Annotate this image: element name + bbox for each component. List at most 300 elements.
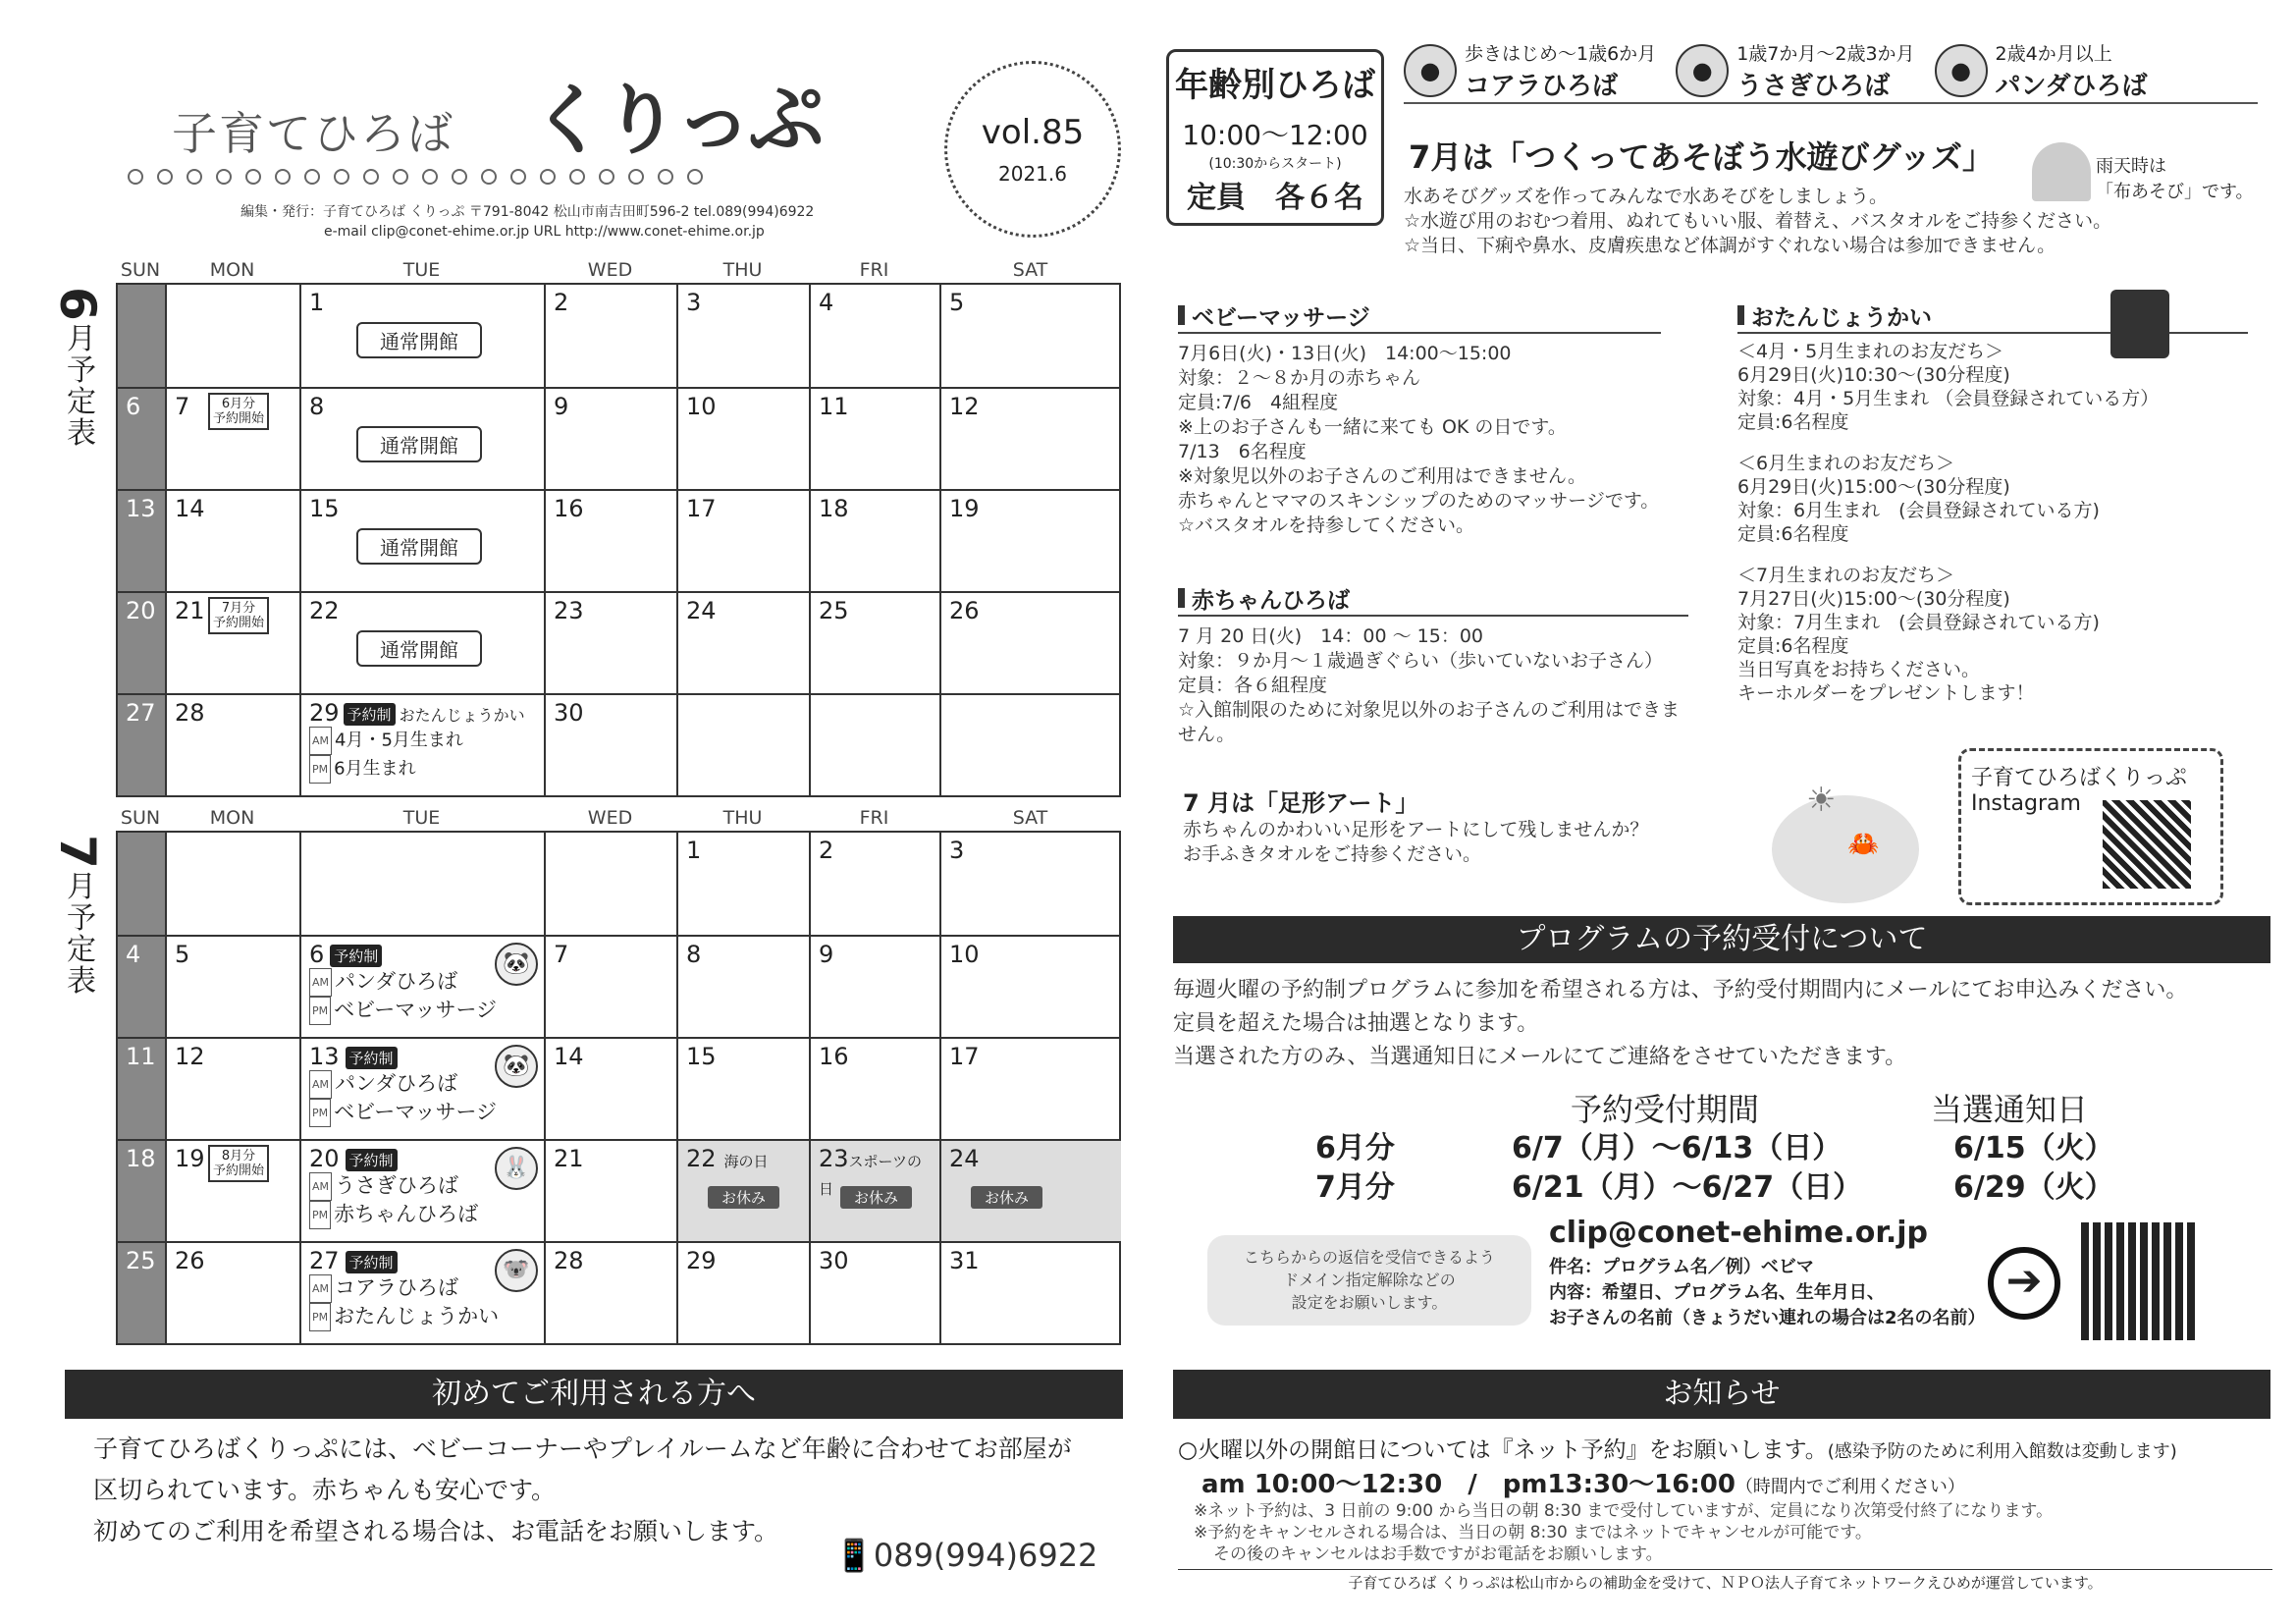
day-number: 3: [686, 289, 702, 316]
footart-line: 赤ちゃんのかわいい足形をアートにして残しませんか？: [1183, 819, 1649, 840]
july-day-cell: [116, 1139, 165, 1241]
vol: vol.85: [981, 113, 1085, 152]
june-day-cell: [299, 387, 544, 489]
logo: くりっぷ: [530, 77, 822, 165]
day-header-mon: MON: [209, 259, 255, 281]
birthday-line: 定員:6名程度: [1737, 411, 1849, 433]
day-number: 17: [949, 1043, 980, 1070]
reservation-start-badge: 7月分 予約開始: [208, 597, 269, 634]
pm-item: PM ベビーマッサージ: [309, 1099, 536, 1127]
day-header-fri: FRI: [859, 807, 889, 829]
day-number: 18: [126, 1145, 156, 1172]
july-day-cell: [676, 935, 809, 1037]
pm-item: PM おたんじょうかい: [309, 1303, 536, 1331]
cake-icon: [2110, 290, 2169, 358]
day-number: 28: [554, 1247, 584, 1274]
day-number: 21: [554, 1145, 584, 1172]
dots-divider: [128, 169, 703, 185]
reply-bubble: こちらからの返信を受信できるよう ドメイン指定解除などの 設定をお願いします。: [1207, 1235, 1531, 1326]
day-number: 3: [949, 837, 965, 864]
massage-line: 7/13 6名程度: [1178, 441, 1307, 462]
reserve-bar: プログラムの予約受付について: [1173, 916, 2270, 963]
am-item: AM うさぎひろば: [309, 1172, 536, 1201]
am-item: AM パンダひろば: [309, 968, 536, 997]
day-header-mon: MON: [209, 807, 255, 829]
day-number: 14: [175, 495, 205, 522]
holiday-name: スポーツの日: [819, 1153, 922, 1198]
day-header-sun: SUN: [120, 259, 161, 281]
first-line: 区切られています。赤ちゃんも安心です。: [93, 1476, 557, 1504]
age-desc-line: 水あそびグッズを作ってみんなで水あそびをしましょう。: [1404, 186, 1889, 207]
june-day-cell: [939, 489, 1121, 591]
day-number: 13: [126, 495, 156, 522]
june-day-cell: [165, 591, 299, 693]
notice-line-5: その後のキャンセルはお手数ですがお電話をお願いします。: [1213, 1544, 1663, 1564]
age-desc-line: ☆水遊び用のおむつ着用、ぬれてもいい服、着替え、バスタオルをご持参ください。: [1404, 210, 2112, 232]
july-day-cell: [809, 1139, 939, 1241]
day-number: 29: [686, 1247, 717, 1274]
birthday-section: [1737, 299, 2248, 705]
first-bar: 初めてご利用される方へ: [65, 1370, 1123, 1419]
birthday-line: 定員:6名程度: [1737, 523, 1849, 545]
コアラひろば-icon: ●: [1404, 44, 1457, 97]
day-number: 8: [309, 393, 325, 420]
day-number: 4: [819, 289, 834, 316]
day-number: 19: [949, 495, 980, 522]
day-header-thu: THU: [722, 807, 763, 829]
reservation-tag: 予約制: [346, 1251, 398, 1273]
massage-line: ※対象児以外のお子さんのご利用はできません。: [1178, 465, 1587, 487]
july-day-cell: [299, 833, 544, 935]
age-range: 歩きはじめ〜1歳6か月: [1465, 43, 1657, 65]
age-title: 年齢別ひろば: [1175, 66, 1375, 105]
day-number: 24: [686, 597, 717, 624]
july-day-cell: [676, 1037, 809, 1139]
july-day-cell: [676, 1241, 809, 1343]
july-day-cell: [939, 1139, 1121, 1241]
massage-title: ベビーマッサージ: [1178, 299, 1661, 334]
contact: e-mail clip@conet-ehime.or.jp URL http://www.conet-ehime.or.jp: [324, 224, 765, 240]
usagi-icon: 🐰: [495, 1147, 538, 1190]
day-number: 26: [175, 1247, 205, 1274]
reserve-line: 定員を超えた場合は抽選となります。: [1173, 1011, 1539, 1036]
age-group: [1404, 39, 1656, 102]
july-day-cell: [165, 833, 299, 935]
crab-icon: 🦀: [1847, 830, 1880, 859]
june-day-cell: [116, 285, 165, 387]
day-number: 7: [175, 393, 190, 420]
reserve-month: 6月分: [1315, 1131, 1395, 1165]
birthday-line: ＜4月・5月生まれのお友だち＞: [1737, 341, 2004, 362]
june-day-cell: [299, 591, 544, 693]
july-day-cell: [809, 1037, 939, 1139]
reserve-notice-header: 当選通知日: [1931, 1091, 2089, 1128]
うさぎひろば-icon: ●: [1676, 44, 1729, 97]
reserve-row: [1315, 1129, 2238, 1168]
age-group-text: [1465, 39, 1656, 102]
day-number: 2: [819, 837, 834, 864]
july-day-cell: [809, 935, 939, 1037]
birthday-line: 対象：4月・5月生まれ （会員登録されている方）: [1737, 388, 2160, 409]
day-number: 11: [819, 393, 849, 420]
notice-line-4: ※予約をキャンセルされる場合は、当日の朝 8:30 まではネットでキャンセルが可能です。: [1194, 1523, 1872, 1543]
notice-line-1: ○火曜以外の開館日については『ネット予約』をお願いします。: [1178, 1437, 1828, 1463]
july-day-cell: [676, 833, 809, 935]
july-day-cell: [544, 1037, 676, 1139]
day-number: 17: [686, 495, 717, 522]
day-header-sun: SUN: [120, 807, 161, 829]
july-day-cell: [299, 1037, 544, 1139]
june-day-cell: [299, 489, 544, 591]
akachan-line: ☆入館制限のために対象児以外のお子さんのご利用はできません。: [1178, 699, 1681, 745]
day-number: 20: [126, 597, 156, 624]
rain-note: 雨天時は 「布あそび」です。: [2096, 156, 2254, 202]
day-number: 9: [819, 941, 834, 968]
june-day-cell: [544, 693, 676, 795]
birthday-line: 対象：6月生まれ (会員登録されている方): [1737, 500, 2100, 521]
day-number: 11: [126, 1043, 156, 1070]
june-day-cell: [299, 285, 544, 387]
day-number: 29: [309, 699, 340, 727]
day-number: 2: [554, 289, 569, 316]
パンダひろば-icon: ●: [1935, 44, 1988, 97]
day-header-thu: THU: [722, 259, 763, 281]
july-day-cell: [676, 1139, 809, 1241]
day-header-sat: SAT: [1012, 259, 1048, 281]
akachan-line: 7 月 20 日(火) 14：00 〜 15：00: [1178, 625, 1483, 647]
june-day-cell: [165, 693, 299, 795]
day-number: 6: [309, 941, 325, 968]
closed-badge: お休み: [971, 1186, 1042, 1209]
reserve-lines: [1173, 974, 2270, 1074]
july-day-cell: [116, 1241, 165, 1343]
day-number: 16: [554, 495, 584, 522]
day-header-wed: WED: [587, 259, 633, 281]
age-range: 2歳4か月以上: [1995, 43, 2112, 65]
reserve-notice-date: 6/29（火）: [1953, 1170, 2114, 1205]
reserve-email[interactable]: clip@conet-ehime.or.jp: [1549, 1216, 1928, 1250]
birthday-line: 7月27日(火)15:00〜(30分程度): [1737, 588, 2010, 610]
june-day-cell: [809, 489, 939, 591]
first-line: 初めてのご利用を希望される場合は、お電話をお願いします。: [93, 1517, 779, 1545]
massage-line: 定員:7/6 4組程度: [1178, 392, 1339, 413]
day-number: 5: [175, 941, 190, 968]
july-day-cell: [939, 1241, 1121, 1343]
day-number: 12: [949, 393, 980, 420]
june-day-cell: [809, 693, 939, 795]
day-number: 30: [819, 1247, 849, 1274]
day-header-tue: TUE: [402, 259, 441, 281]
july-day-cell: [165, 1139, 299, 1241]
june-day-cell: [116, 387, 165, 489]
day-number: 10: [949, 941, 980, 968]
age-time: 10:00〜12:00: [1182, 119, 1368, 151]
july-day-cell: [299, 1241, 544, 1343]
june-day-cell: [809, 591, 939, 693]
notice-hours-note: （時間内でご利用ください）: [1735, 1477, 1965, 1497]
day-number: 25: [819, 597, 849, 624]
day-number: 22: [686, 1145, 717, 1172]
massage-line: 7月6日(火)・13日(火) 14:00〜15:00: [1178, 343, 1512, 364]
age-range: 1歳7か月〜2歳3か月: [1736, 43, 1915, 65]
am-item: AM パンダひろば: [309, 1070, 536, 1099]
day-number: 12: [175, 1043, 205, 1070]
day-number: 16: [819, 1043, 849, 1070]
reservation-tag: 予約制: [344, 703, 396, 726]
birthday-label: おたんじょうかい: [399, 706, 525, 725]
email-instructions: [1549, 1255, 1986, 1331]
june-day-cell: [676, 693, 809, 795]
june-day-cell: [544, 285, 676, 387]
birthday-line: ＜6月生まれのお友だち＞: [1737, 453, 1955, 474]
july-day-cell: [544, 1241, 676, 1343]
reservation-tag: 予約制: [346, 1149, 398, 1171]
day-header-tue: TUE: [402, 807, 441, 829]
day-number: 6: [126, 393, 141, 420]
reserve-period: 6/21（月）〜6/27（日）: [1512, 1170, 1863, 1205]
age-group-name: うさぎひろば: [1736, 72, 1891, 101]
day-number: 15: [686, 1043, 717, 1070]
notice-bar: お知らせ: [1173, 1370, 2270, 1419]
akachan-line: 対象：９か月〜１歳過ぎぐらい（歩いていないお子さん）: [1178, 650, 1664, 672]
email-content-2: お子さんの名前（きょうだい連れの場合は2名の名前）: [1549, 1308, 1986, 1328]
pm-item: PM 6月生まれ: [309, 755, 536, 784]
birthday-line: 対象：7月生まれ (会員登録されている方): [1737, 612, 2100, 633]
birthday-line: キーホルダーをプレゼントします！: [1737, 682, 2035, 704]
june-day-cell: [939, 591, 1121, 693]
pm-item: PM ベビーマッサージ: [309, 997, 536, 1025]
closed-badge: お休み: [708, 1186, 779, 1209]
sun-icon: ☀: [1806, 781, 1837, 820]
instagram-box[interactable]: [1958, 748, 2223, 905]
june-day-cell: [116, 489, 165, 591]
notice-body: [1178, 1432, 2272, 1593]
age-group-name: コアラひろば: [1465, 72, 1619, 101]
notice-line-1b: (感染予防のために利用入館数は変動します): [1827, 1441, 2177, 1462]
panda-icon: 🐼: [495, 943, 538, 986]
notice-line-3: ※ネット予約は、3 日前の 9:00 から当日の朝 8:30 まで受付していますが、定員になり次第受付終了になります。: [1194, 1501, 2054, 1521]
day-header-wed: WED: [587, 807, 633, 829]
phone-number: 089(994)6922: [873, 1537, 1098, 1574]
june-calendar: [116, 257, 1121, 797]
day-number: 10: [686, 393, 717, 420]
footer-credit: 子育てひろば くりっぷは松山市からの補助金を受けて、ＮＰＯ法人子育てネットワークえひめが運営しています。: [1178, 1569, 2272, 1593]
june-day-cell: [939, 285, 1121, 387]
age-group-name: パンダひろば: [1995, 72, 2148, 101]
june-day-cell: [939, 693, 1121, 795]
day-number: 27: [309, 1247, 340, 1274]
footart-line: お手ふきタオルをご持参ください。: [1183, 843, 1482, 865]
day-number: 20: [309, 1145, 340, 1172]
issue-wreath: [944, 61, 1121, 238]
day-number: 5: [949, 289, 965, 316]
age-group-text: [1996, 39, 2148, 102]
massage-section: [1178, 299, 1661, 538]
july-theme: 7月は「つくってあそぼう水遊びグッズ」: [1409, 138, 1995, 176]
open-badge: 通常開館: [356, 426, 482, 462]
arrow-right-icon[interactable]: ➔: [1988, 1247, 2060, 1320]
instagram-label: Instagram: [1971, 791, 2081, 816]
june-day-cell: [809, 285, 939, 387]
akachan-title: 赤ちゃんひろば: [1178, 582, 1688, 617]
day-header-sat: SAT: [1012, 807, 1048, 829]
day-number: 18: [819, 495, 849, 522]
day-header-fri: FRI: [859, 259, 889, 281]
email-content-1: 内容：希望日、プログラム名、生年月日、: [1549, 1282, 1885, 1303]
day-number: 8: [686, 941, 702, 968]
june-day-cell: [544, 591, 676, 693]
day-number: 1: [309, 289, 325, 316]
birthday-line: 6月29日(火)10:30〜(30分程度): [1737, 364, 2010, 386]
age-groups: [1404, 39, 2258, 104]
footart-title: 7 月は「足形アート」: [1183, 789, 1419, 817]
july-day-cell: [116, 1037, 165, 1139]
june-day-cell: [165, 489, 299, 591]
day-number: 9: [554, 393, 569, 420]
july-day-cell: [544, 935, 676, 1037]
email-subject: 件名：プログラム名／例）ベビマ: [1549, 1257, 1814, 1277]
july-day-cell: [165, 1241, 299, 1343]
open-badge: 通常開館: [356, 528, 482, 565]
july-calendar: [116, 805, 1121, 1345]
july-grid: [116, 831, 1121, 1345]
june-day-cell: [939, 387, 1121, 489]
age-group: [1676, 39, 1914, 102]
june-day-cell: [116, 591, 165, 693]
qr-code-icon[interactable]: [2081, 1222, 2199, 1340]
massage-line: ※上のお子さんも一緒に来ても OK の日です。: [1178, 416, 1567, 438]
june-day-cell: [165, 285, 299, 387]
july-day-cell: [544, 833, 676, 935]
june-day-cell: [676, 387, 809, 489]
crab-illustration: [1772, 795, 1919, 903]
reservation-tag: 予約制: [330, 945, 382, 967]
massage-line: 対象：２〜８か月の赤ちゃん: [1178, 367, 1421, 389]
day-number: 28: [175, 699, 205, 727]
july-day-cell: [116, 935, 165, 1037]
birthday-line: 当日写真をお持ちください。: [1737, 659, 1981, 680]
june-day-cell: [809, 387, 939, 489]
first-line: 子育てひろばくりっぷには、ベビーコーナーやプレイルームなど年齢に合わせてお部屋が: [93, 1435, 1072, 1463]
june-label: 6月予定表: [49, 287, 106, 449]
phone-icon: 📱: [834, 1537, 874, 1574]
july-day-cell: [299, 935, 544, 1037]
day-number: 14: [554, 1043, 584, 1070]
reserve-line: 毎週火曜の予約制プログラムに参加を希望される方は、予約受付期間内にメールにてお申込みください。: [1173, 978, 2188, 1002]
pm-item: PM 赤ちゃんひろば: [309, 1201, 536, 1229]
july-day-cell: [809, 833, 939, 935]
june-day-cell: [116, 693, 165, 795]
june-day-cell: [676, 285, 809, 387]
reserve-table: [1315, 1129, 2238, 1208]
reserve-row: [1315, 1168, 2238, 1208]
panda-icon: 🐼: [495, 1045, 538, 1088]
july-label: 7月予定表: [49, 835, 106, 997]
koala-icon: 🐨: [495, 1249, 538, 1292]
akachan-line: 定員：各６組程度: [1178, 675, 1328, 696]
age-group-text: [1736, 39, 1914, 102]
instagram-name: 子育てひろばくりっぷ: [1971, 766, 2188, 790]
day-number: 23: [554, 597, 584, 624]
july-day-cell: [939, 833, 1121, 935]
june-day-cell: [165, 387, 299, 489]
age-desc: [1404, 185, 2268, 258]
massage-line: 赤ちゃんとママのスキンシップのためのマッサージです。: [1178, 490, 1660, 512]
open-badge: 通常開館: [356, 630, 482, 667]
birthday-title: おたんじょうかい: [1737, 299, 2248, 334]
birthday-line: [1737, 546, 2248, 564]
reserve-line: 当選された方のみ、当選通知日にメールにてご連絡をさせていただきます。: [1173, 1045, 1907, 1069]
june-grid: [116, 283, 1121, 797]
reserve-period-header: 予約受付期間: [1571, 1091, 1760, 1128]
july-day-cell: [809, 1241, 939, 1343]
july-day-cell: [165, 1037, 299, 1139]
day-number: 26: [949, 597, 980, 624]
day-number: 4: [126, 941, 141, 968]
july-day-cell: [544, 1139, 676, 1241]
day-number: 1: [686, 837, 702, 864]
akachan-section: [1178, 582, 1688, 747]
age-desc-line: ☆当日、下痢や鼻水、皮膚疾患など体調がすぐれない場合は参加できません。: [1404, 235, 2056, 256]
first-lines: [93, 1429, 1114, 1552]
day-number: 30: [554, 699, 584, 727]
day-number: 22: [309, 597, 340, 624]
july-day-cell: [299, 1139, 544, 1241]
june-day-cell: [544, 387, 676, 489]
day-number: 19: [175, 1145, 205, 1172]
day-number: 31: [949, 1247, 980, 1274]
reservation-start-badge: 6月分 予約開始: [208, 393, 269, 430]
reserve-month: 7月分: [1315, 1170, 1395, 1205]
age-capacity: 定員 各６名: [1187, 181, 1363, 215]
qr-code-icon[interactable]: [2103, 800, 2191, 889]
day-number: 15: [309, 495, 340, 522]
birthday-line: 6月29日(火)15:00〜(30分程度): [1737, 476, 2010, 498]
age-group: [1935, 39, 2148, 102]
reservation-start-badge: 8月分 予約開始: [208, 1145, 269, 1182]
june-day-cell: [544, 489, 676, 591]
july-day-header: [116, 805, 1121, 831]
birthday-line: ＜7月生まれのお友だち＞: [1737, 565, 1955, 586]
july-day-cell: [116, 833, 165, 935]
address: 編集・発行：子育てひろば くりっぷ 〒791-8042 松山市南吉田町596-2 tel.089(994)6922: [240, 204, 815, 220]
day-number: 7: [554, 941, 569, 968]
closed-badge: お休み: [840, 1186, 912, 1209]
holiday-name: 海の日: [723, 1153, 769, 1170]
phone-line[interactable]: [834, 1537, 1097, 1574]
day-number: 23: [819, 1145, 849, 1172]
june-day-cell: [676, 489, 809, 591]
day-number: 24: [949, 1145, 980, 1172]
reserve-notice-date: 6/15（火）: [1953, 1131, 2114, 1165]
reserve-period: 6/7（月）〜6/13（日）: [1512, 1131, 1842, 1165]
day-number: 13: [309, 1043, 340, 1070]
footart-section: [1183, 784, 1693, 867]
june-day-cell: [299, 693, 544, 795]
day-number: 21: [175, 597, 205, 624]
july-day-cell: [165, 935, 299, 1037]
am-item: AM 4月・5月生まれ: [309, 727, 536, 755]
notice-hours: am 10:00〜12:30 / pm13:30〜16:00: [1201, 1470, 1735, 1499]
age-start: (10:30からスタート): [1208, 156, 1342, 172]
age-box: [1166, 49, 1384, 226]
july-day-cell: [939, 935, 1121, 1037]
july-day-cell: [939, 1037, 1121, 1139]
am-item: AM コアラひろば: [309, 1274, 536, 1303]
birthday-line: [1737, 434, 2248, 452]
site-title: 子育てひろば: [172, 107, 454, 160]
issue-date: 2021.6: [998, 162, 1067, 186]
